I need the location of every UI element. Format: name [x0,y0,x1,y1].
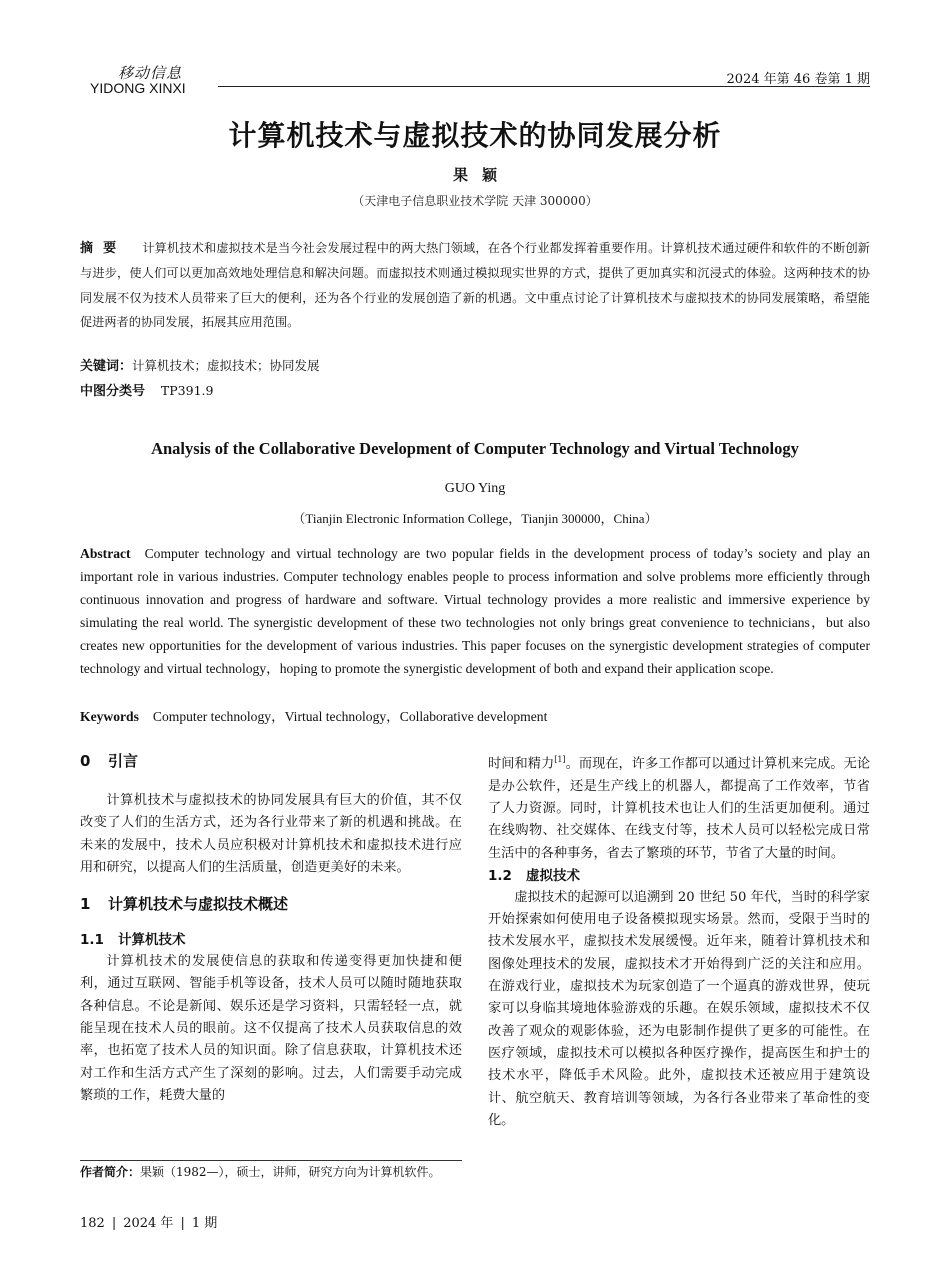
abstract-cn [80,236,870,334]
page-footer: 182 | 2024 年 | 1 期 [80,1216,218,1231]
issue-info: 2024 年第 46 卷第 1 期 [726,72,870,87]
paragraph: 计算机技术与虚拟技术的协同发展具有巨大的价值，其不仅改变了人们的生活方式，还为各行业带来了新的机遇和挑战。在未来的发展中，技术人员应积极对计算机技术和虚拟技术进行应用和研究，以提高人们的生活质量，创造更美好的未来。 [80,793,462,875]
abstract-en [80,542,870,680]
clc-value: TP391.9 [160,383,214,398]
paragraph: 时间和精力[1]。而现在，许多工作都可以通过计算机来完成。无论是办公软件，还是生产线上的机器人，都提高了工作效率，节省了人力资源。同时，计算机技术也让人们的生活更加便利。通过在线购物、社交媒体、在线支付等，技术人员可以轻松完成日常生活中的各种事务，省去了繁琐的环节，节省了大量的时间。 [488,755,871,861]
citation: [1] [554,755,566,764]
journal-name-en: YIDONG XINXI [90,80,186,96]
page-number: 182 [80,1216,105,1231]
keywords-cn-label: 关键词： [80,359,133,374]
footer-issue: 1 期 [191,1216,218,1231]
keywords-cn-text: 计算机技术；虚拟技术；协同发展 [132,358,320,373]
section-heading-1: 1 计算机技术与虚拟技术概述 [80,895,289,914]
abstract-en-label: Abstract [80,546,131,561]
footnote-text: 果颖（1982—），硕士，讲师，研究方向为计算机软件。 [140,1165,441,1179]
abstract-cn-label: 摘要 [80,241,127,256]
footnote-rule [80,1160,462,1161]
keywords-en [80,705,547,725]
clc-number [80,380,213,399]
paragraph: 虚拟技术的起源可以追溯到 20 世纪 50 年代，当时的科学家开始探索如何使用电子设备模拟现实场景。然而，受限于当时的技术发展水平，虚拟技术发展缓慢。近年来，随着计算机技术和图像处理技术的发展，虚拟技术才开始得到广泛的关注和应用。在游戏行业，虚拟技术为玩家创造了一个逼真的游戏世界，使玩家可以身临其境地体验游戏的乐趣。在娱乐领域，虚拟技术不仅改善了观众的观影体验，还为电影制作提供了更多的可能性。在医疗领域，虚拟技术可以模拟各种医疗操作，提高医生和护士的技术水平，降低手术风险。此外，虚拟技术还被应用于建筑设计、航空航天、教育培训等领域，为各行各业带来了革命性的变化。 [488,889,870,1128]
abstract-en-text: Computer technology and virtual technology are two popular fields in the development process of today’s society and play an important role in various industries. Computer technology enables people to process information and solve problems more efficiently through continuous innovation and progress of hardware and software. Virtual technology provides a more realistic and immersive experience by simulating the real world. The synergistic development of these two technologies not only brings great convenience to technicians，but also creates new opportunities for the development of various industries. This paper focuses on the synergistic development strategies of computer technology and virtual technology，hoping to promote the synergistic development of both and expand their application scope. [80,546,870,676]
journal-name-cn: 移动信息 [118,64,183,82]
author-en: GUO Ying [444,481,506,496]
paragraph: 计算机技术的发展使信息的获取和传递变得更加快捷和便利，通过互联网、智能手机等设备，技术人员可以随时随地获取各种信息。不论是新闻、娱乐还是学习资料，只需轻轻一点，就能呈现在技术人员的眼前。这不仅提高了技术人员获取信息的效率，也拓宽了技术人员的知识面。除了信息获取，计算机技术还对工作和生活方式产生了深刻的影响。过去，人们需要手动完成繁琐的工作，耗费大量的 [80,954,462,1103]
footer-year: 2024 年 [123,1216,174,1231]
author-cn: 果颖 [452,166,511,184]
left-column [80,750,462,1107]
right-column [488,749,870,1132]
affiliation-cn: （天津电子信息职业技术学院 天津 300000） [352,194,598,208]
section-heading-1-1: 1.1 计算机技术 [80,932,186,949]
section-heading-1-2: 1.2 虚拟技术 [488,867,580,884]
author-footnote [80,1163,441,1180]
affiliation-en: （Tianjin Electronic Information College，Tianjin 300000，China） [292,511,658,526]
footnote-label: 作者简介： [80,1165,141,1179]
keywords-cn [80,355,320,374]
title-en: Analysis of the Collaborative Development of Computer Technology and Virtual Technology [151,439,799,458]
keywords-en-text: Computer technology，Virtual technology，Collaborative development [152,709,548,724]
title-cn: 计算机技术与虚拟技术的协同发展分析 [228,119,722,152]
abstract-cn-text: 计算机技术和虚拟技术是当今社会发展过程中的两大热门领域，在各个行业都发挥着重要作用。计算机技术通过硬件和软件的不断创新与进步，使人们可以更加高效地处理信息和解决问题。而虚拟技术则通过模拟现实世界的方式，提供了更加真实和沉浸式的体验。这两种技术的协同发展不仅为技术人员带来了巨大的便利，还为各个行业的发展创造了新的机遇。文中重点讨论了计算机技术与虚拟技术的协同发展策略，希望能促进两者的协同发展，拓展其应用范围。 [80,241,870,329]
clc-label: 中图分类号 [80,384,146,399]
keywords-en-label: Keywords [80,709,139,724]
section-heading-0: 0 引言 [80,752,139,770]
